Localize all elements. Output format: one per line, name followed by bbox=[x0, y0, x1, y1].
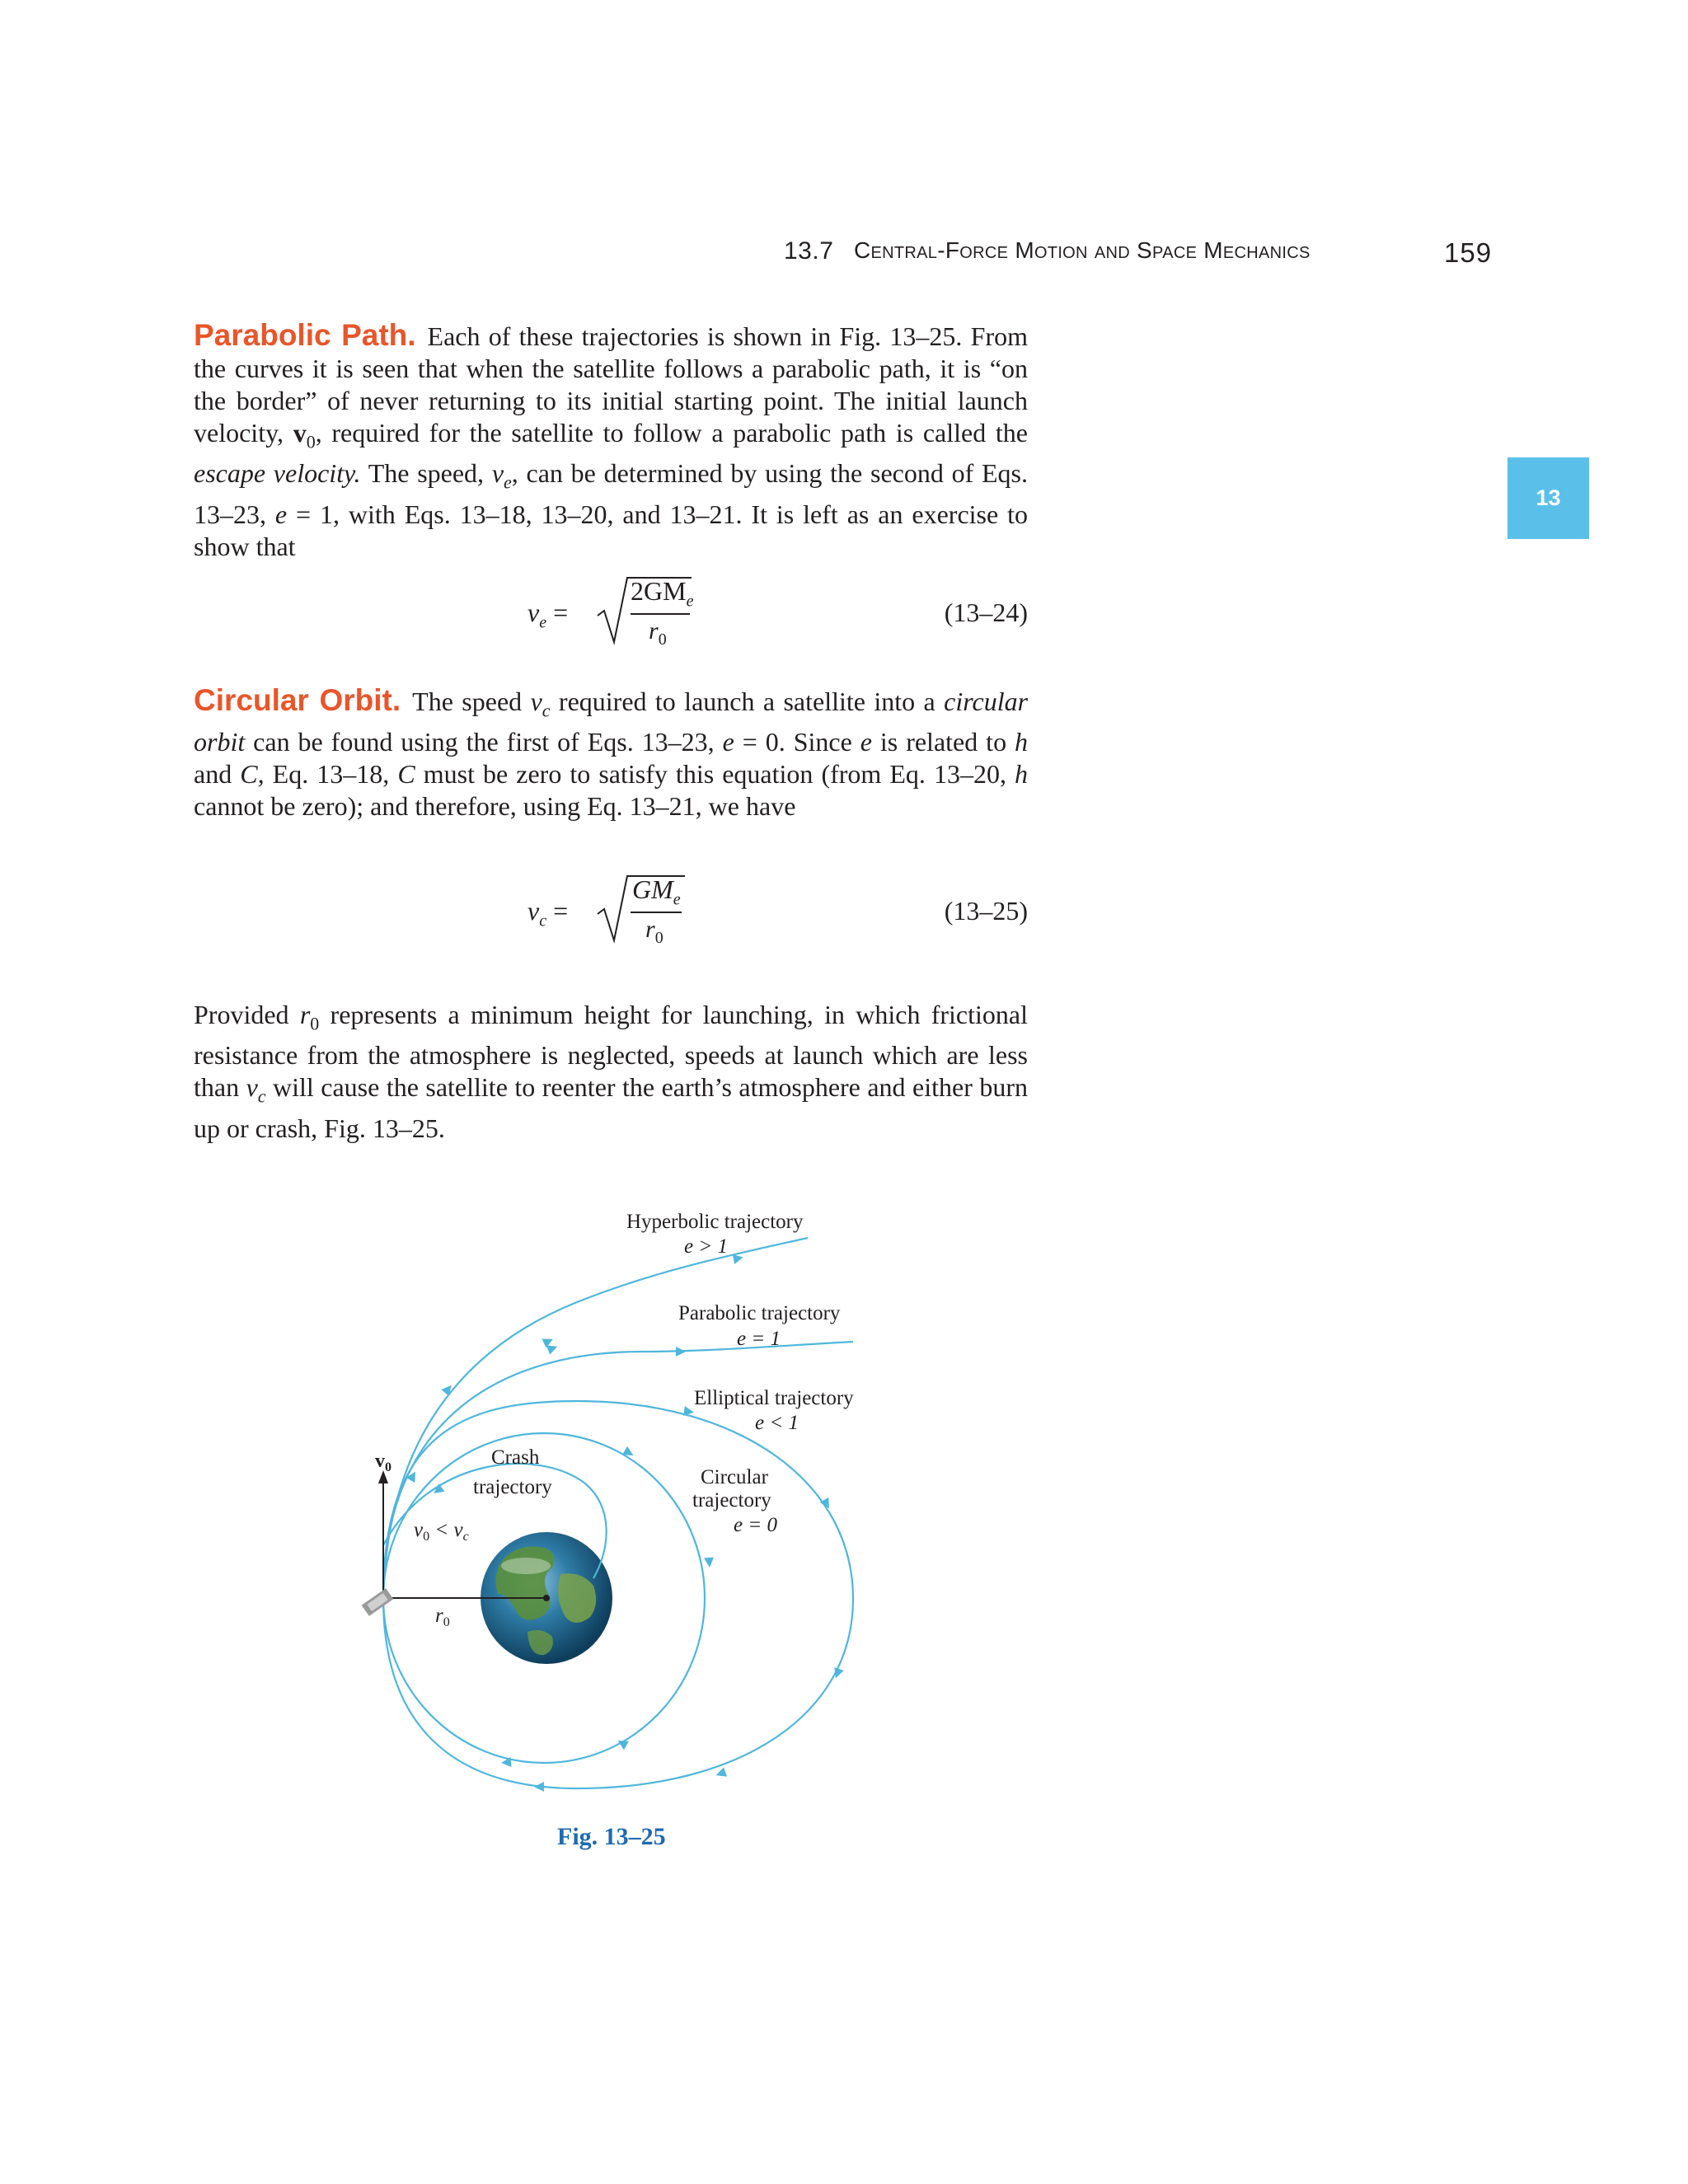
label-parabolic: Parabolic trajectory bbox=[678, 1302, 841, 1324]
chapter-tab-label: 13 bbox=[1536, 485, 1561, 510]
label-r0: $r_0$ bbox=[435, 1605, 450, 1629]
math-var: v bbox=[491, 458, 504, 489]
text: Provided bbox=[194, 1000, 300, 1029]
emphasis: escape velocity. bbox=[194, 458, 361, 489]
eq-num-text: GM bbox=[632, 874, 673, 904]
eq-var: v bbox=[528, 896, 540, 926]
eq-den-text: r bbox=[645, 916, 655, 943]
label-hyperbolic: Hyperbolic trajectory bbox=[626, 1211, 804, 1233]
text: The speed, bbox=[360, 458, 492, 489]
label-hyperbolic-e: e > 1 bbox=[684, 1235, 728, 1258]
label-launch-condition: $v_0 < v_c$ bbox=[414, 1519, 469, 1544]
math-var: r bbox=[299, 1000, 311, 1029]
section-heading-parabolic: Parabolic Path. bbox=[194, 318, 416, 352]
math-sub: c bbox=[542, 700, 551, 721]
eq-sub: e bbox=[686, 592, 694, 611]
eq-lhs: $v_e$ = bbox=[528, 598, 569, 632]
elliptical-trajectory bbox=[383, 1401, 853, 1788]
circular-orbit-paragraph bbox=[194, 684, 1028, 823]
math-var: C bbox=[397, 759, 415, 790]
label-crash-1: Crash bbox=[491, 1446, 540, 1469]
eq-sub: 0 bbox=[658, 630, 667, 649]
text: , required for the satellite to follow a parabolic path is called the bbox=[315, 418, 1029, 448]
math-sub: c bbox=[257, 1085, 266, 1107]
math-sub: e bbox=[504, 471, 512, 493]
text: can be found using the first of Eqs. 13–23, bbox=[245, 727, 723, 757]
satellite-icon bbox=[362, 1588, 394, 1616]
math-sub: 0 bbox=[310, 1013, 320, 1034]
running-header-title: Central-Force Motion and Space Mechanics bbox=[854, 237, 1311, 263]
label-crash-2: trajectory bbox=[473, 1476, 552, 1498]
label-elliptical: Elliptical trajectory bbox=[694, 1387, 854, 1409]
text: required to launch a satellite into a bbox=[550, 687, 945, 716]
text: Eq. 13–18, bbox=[264, 759, 398, 790]
math-var: e bbox=[722, 727, 734, 757]
equation-13-24 bbox=[194, 573, 1028, 655]
emphasis: circular orbit bbox=[194, 687, 1029, 757]
page-number: 159 bbox=[1444, 237, 1493, 268]
eq-num-text: 2GM bbox=[631, 576, 687, 606]
figure-caption: Fig. 13–25 bbox=[557, 1823, 666, 1850]
math-var: v bbox=[530, 687, 542, 716]
label-circular-1: Circular bbox=[701, 1466, 768, 1488]
text: = 0. Since bbox=[734, 727, 860, 757]
eq-den-text: r bbox=[649, 617, 659, 644]
eq-denominator bbox=[645, 916, 663, 948]
equation-number: (13–24) bbox=[944, 598, 1028, 627]
section-heading-circular: Circular Orbit. bbox=[194, 683, 401, 717]
text: = 1, with Eqs. 13–18, 13–20, and 13–21. It is left as an exercise to show that bbox=[194, 499, 1029, 561]
eq-var: v bbox=[528, 598, 540, 627]
eq-numerator bbox=[632, 874, 681, 909]
label-elliptical-e: e < 1 bbox=[755, 1412, 799, 1434]
eq-sub: c bbox=[539, 912, 547, 930]
equation-number: (13–25) bbox=[944, 896, 1028, 926]
text: cannot be zero); and therefore, using Eq. 13–21, we have bbox=[194, 791, 796, 822]
eq-lhs: $v_c$ = bbox=[528, 896, 569, 930]
text: and bbox=[194, 759, 241, 790]
text: , can be determined by using the second of Eqs. 13–23, bbox=[194, 458, 1029, 529]
text: Each of these trajectories is shown in Fig. 13–25. From the curves it is seen that when the satellite follows a parabolic path, it is “on the border” of never returning to its initial starting point. The initial launch velocity, bbox=[194, 321, 1028, 448]
parabolic-path-paragraph bbox=[194, 319, 1028, 563]
math-var: h bbox=[1015, 727, 1029, 757]
parabolic-trajectory bbox=[383, 1342, 853, 1598]
launch-speed-paragraph bbox=[194, 999, 1028, 1145]
section-number: 13.7 bbox=[784, 237, 834, 265]
math-var: h bbox=[1015, 759, 1029, 790]
eq-denominator bbox=[649, 617, 667, 649]
text: must be zero to satisfy this equation (from Eq. 13–20, bbox=[415, 759, 1015, 790]
label-parabolic-e: e = 1 bbox=[737, 1328, 781, 1350]
chapter-tab[interactable] bbox=[1507, 457, 1589, 539]
hyperbolic-trajectory bbox=[383, 1238, 808, 1598]
math-var: C, bbox=[240, 759, 265, 790]
math-sub: 0 bbox=[306, 431, 316, 452]
label-circular-e: e = 0 bbox=[734, 1514, 777, 1536]
text: The speed bbox=[412, 687, 531, 716]
text: is related to bbox=[871, 727, 1015, 757]
math-var: e bbox=[860, 727, 872, 757]
eq-numerator bbox=[631, 576, 693, 611]
label-v0: $v_0$ bbox=[375, 1451, 392, 1474]
math-var: v bbox=[293, 418, 307, 448]
math-var: v bbox=[246, 1072, 258, 1103]
math-var: e bbox=[274, 499, 288, 529]
eq-sub: e bbox=[539, 613, 547, 632]
equation-13-25 bbox=[194, 871, 1028, 954]
eq-sub: 0 bbox=[654, 929, 663, 947]
text: will cause the satellite to reenter the earth’s atmosphere and either burn up or crash, Fig. 13–25. bbox=[194, 1072, 1029, 1143]
label-circular-2: trajectory bbox=[692, 1489, 771, 1511]
eq-sub: e bbox=[673, 890, 681, 909]
orbit-trajectories-figure bbox=[330, 1195, 923, 1821]
text: represents a minimum height for launching, in which frictional resistance from the atmosphere is neglected, speeds at launch which are less than bbox=[194, 1000, 1029, 1103]
